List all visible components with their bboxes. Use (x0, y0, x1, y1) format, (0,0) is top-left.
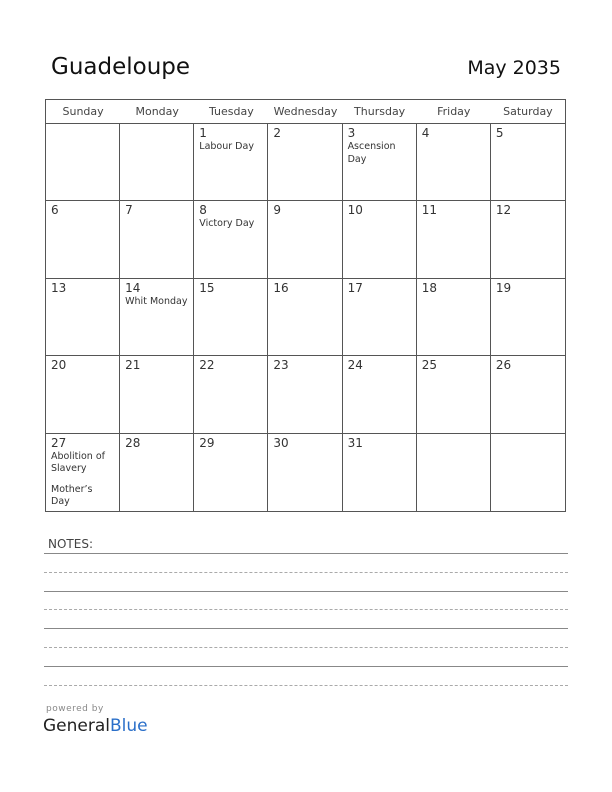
weekday-header-row (46, 100, 565, 124)
weekday-header: Sunday (62, 105, 104, 118)
day-cell (491, 201, 565, 278)
day-number: 24 (347, 358, 363, 373)
day-cell (343, 356, 417, 433)
day-number: 20 (51, 358, 67, 373)
day-cell (46, 201, 120, 278)
day-cell (417, 124, 491, 201)
day-number: 4 (421, 126, 430, 140)
weekday-header: Tuesday (208, 105, 254, 118)
day-cell (46, 124, 120, 201)
weekday-header: Thursday (354, 105, 406, 118)
powered-by-label: powered by (46, 704, 104, 714)
day-cell (194, 124, 268, 201)
day-cell (120, 201, 194, 278)
notes-line (44, 572, 568, 573)
weekday-header: Friday (437, 105, 471, 118)
day-number: 19 (495, 280, 512, 295)
day-number: 11 (421, 203, 437, 218)
day-number: 30 (273, 435, 289, 450)
holiday-label: Victory Day (199, 218, 255, 230)
day-number: 12 (495, 203, 512, 218)
day-cell (343, 434, 417, 511)
day-cell (46, 279, 120, 356)
day-cell (491, 279, 565, 356)
day-cell (417, 434, 491, 511)
day-cell (343, 124, 417, 201)
notes-line (44, 591, 568, 592)
day-cell (417, 201, 491, 278)
day-cell (120, 279, 194, 356)
day-number: 25 (421, 358, 437, 373)
day-cell (491, 434, 565, 511)
day-cell (491, 356, 565, 433)
notes-line (44, 666, 568, 667)
day-cell (268, 434, 342, 511)
calendar-title: Guadeloupe (51, 54, 191, 80)
day-cell (46, 356, 120, 433)
day-cell (194, 434, 268, 511)
day-number: 6 (51, 203, 59, 218)
day-cell (194, 279, 268, 356)
day-cell (343, 279, 417, 356)
day-cell (343, 201, 417, 278)
weekday-header: Monday (135, 105, 179, 118)
day-cell (268, 124, 342, 201)
day-cell (120, 124, 194, 201)
day-number: 2 (273, 126, 282, 140)
month-label: May 2035 (467, 57, 561, 79)
brand-blue-text: Blue (110, 716, 148, 736)
day-number: 9 (273, 203, 282, 218)
day-number: 22 (199, 358, 215, 373)
day-number: 17 (347, 280, 363, 295)
day-number: 3 (347, 126, 356, 140)
day-cell (417, 356, 491, 433)
day-cell (268, 201, 342, 278)
day-number: 16 (273, 280, 289, 295)
day-number: 13 (51, 280, 67, 295)
day-cell (194, 201, 268, 278)
brand-logo (43, 716, 148, 736)
month-calendar (45, 99, 566, 512)
day-number: 29 (199, 435, 215, 450)
day-cell (491, 124, 565, 201)
notes-line (44, 685, 568, 686)
holiday-label: Labour Day (199, 141, 254, 152)
day-number: 15 (199, 280, 215, 295)
day-number: 8 (199, 203, 207, 218)
holiday-label: Whit Monday (125, 295, 188, 307)
holiday-label: Mother’s Day (51, 483, 93, 508)
holiday-label: Abolition of Slavery (51, 450, 105, 475)
holiday-label: Ascension Day (347, 141, 396, 165)
day-number: 10 (347, 203, 363, 218)
weekday-header: Wednesday (273, 105, 338, 118)
notes-line (44, 647, 568, 648)
day-number: 7 (125, 203, 133, 218)
day-number: 26 (495, 358, 512, 373)
day-number: 18 (421, 280, 437, 295)
day-cell (46, 434, 120, 511)
day-number: 28 (125, 435, 141, 450)
day-number: 31 (347, 435, 363, 450)
weekday-header: Saturday (503, 105, 553, 118)
notes-label: NOTES: (48, 537, 93, 551)
notes-line (44, 609, 568, 610)
day-number: 14 (125, 280, 141, 295)
day-number: 21 (125, 358, 141, 373)
day-cell (120, 434, 194, 511)
brand-general-text: General (43, 716, 110, 736)
day-number: 27 (51, 435, 67, 450)
day-cell (120, 356, 194, 433)
day-cell (268, 356, 342, 433)
notes-line (44, 628, 568, 629)
day-cell (194, 356, 268, 433)
notes-line (44, 553, 568, 554)
day-number: 5 (495, 126, 504, 140)
day-cell (268, 279, 342, 356)
calendar-grid (46, 124, 565, 511)
day-number: 23 (273, 358, 289, 373)
day-cell (417, 279, 491, 356)
day-number: 1 (199, 126, 207, 140)
